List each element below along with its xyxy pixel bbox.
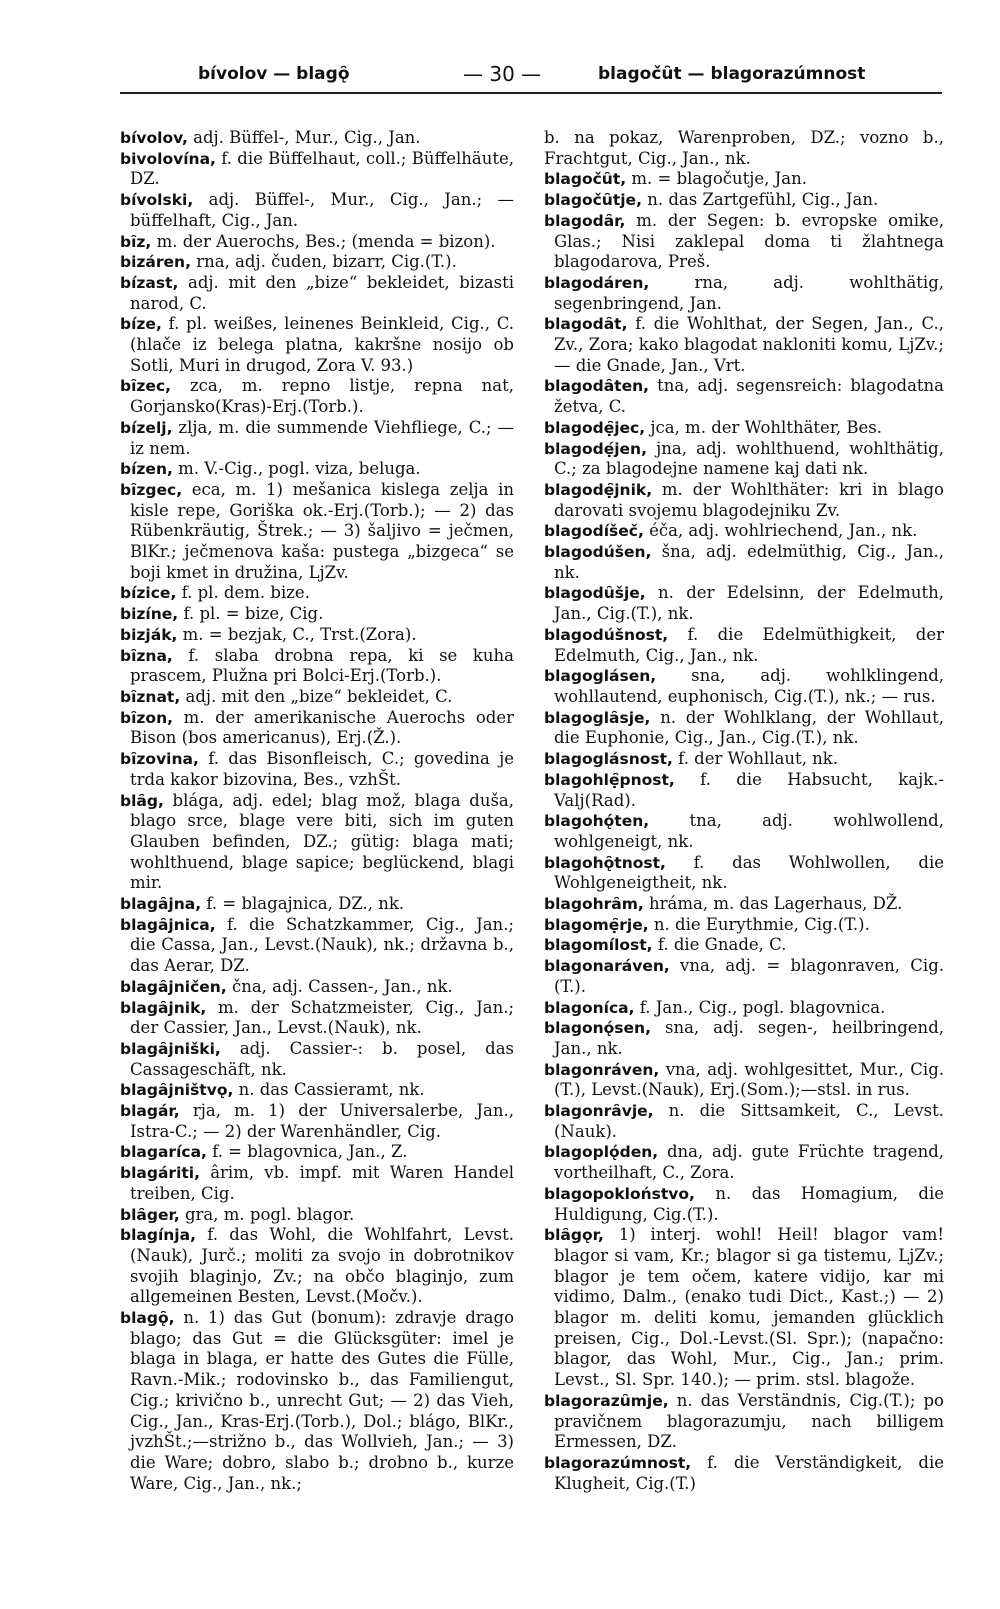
entry-headword: blagonaráven, — [544, 957, 670, 976]
entry-headword: blagȃjnik, — [120, 998, 207, 1017]
dictionary-entry — [544, 915, 944, 936]
entry-headword: blagodȃr, — [544, 211, 626, 230]
entry-definition: f. = blagajnica, DZ., nk. — [206, 894, 405, 914]
entry-definition: b. na pokaz, Warenproben, DZ.; vozno b., Frachtgut, Cig., Jan., nk. — [544, 128, 944, 168]
entry-headword: blagoglásnost, — [544, 750, 673, 769]
dictionary-entry — [544, 935, 944, 956]
entry-definition: n. die Eurythmie, Cig.(T.). — [653, 914, 870, 934]
entry-definition: jna, adj. wohlthuend, wohlthätig, C.; za blagodejne namene kaj dati nk. — [554, 438, 944, 479]
dictionary-entry — [544, 542, 944, 583]
dictionary-entry — [120, 1205, 514, 1226]
entry-definition: f. die Wohlthat, der Segen, Jan., C., Zv., Zora; kako blagodat nakloniti komu, LjZv.; — die Gnade, Jan., Vrt. — [554, 314, 945, 375]
dictionary-entry — [544, 169, 944, 190]
dictionary-entry — [120, 1080, 514, 1101]
entry-definition: n. das Cassieramt, nk. — [238, 1080, 425, 1100]
dictionary-entry — [544, 749, 944, 770]
entry-definition: f. slaba drobna repa, ki se kuha prascem, Plužna pri Bolci-Erj.(Torb.). — [130, 645, 514, 686]
entry-headword: blagodȃt, — [544, 315, 628, 334]
entry-definition: m. = blagočutje, Jan. — [631, 169, 807, 189]
dictionary-entry — [120, 1039, 514, 1080]
entry-definition: f. der Wohllaut, nk. — [678, 749, 839, 769]
entry-headword: blagoníca, — [544, 998, 635, 1017]
entry-headword: bíze, — [120, 315, 162, 334]
entry-headword: bízelj, — [120, 418, 173, 437]
dictionary-entry — [120, 625, 514, 646]
dictionary-entry — [120, 1163, 514, 1204]
entry-headword: blagohǫ́ten, — [544, 812, 650, 831]
header-rule — [120, 92, 942, 94]
dictionary-entry — [544, 583, 944, 624]
entry-headword: blagodáren, — [544, 273, 650, 292]
entry-definition: f. die Schatzkammer, Cig., Jan.; die Cassa, Jan., Levst.(Nauk), nk.; državna b., das Aerar, DZ. — [130, 914, 514, 976]
entry-definition: tna, adj. wohlwollend, wohlgeneigt, nk. — [554, 811, 944, 851]
dictionary-entry — [544, 418, 944, 439]
entry-headword: blagǫ̑, — [120, 1309, 175, 1328]
entry-headword: bȋzna, — [120, 646, 173, 665]
dictionary-entry — [120, 1225, 514, 1308]
entry-headword: blagohrȃm, — [544, 895, 644, 914]
entry-definition: 1) interj. wohl! Heil! blagor vam! blagor si vam, Kr.; blagor si ga tistemu, LjZv.; blagor je tem očem, katere vidijo, kar mi vidimo, Dalm., (enako tudi Dict., Kast.;) — 2) blagor m. deliti komu, jemanden glücklich preisen, Cig., Dol.-Levst.(Sl. Spr.); (napačno: blagor, das Wohl, Mur., Cig., Jan.; prim. Levst., Sl. Spr. 140.); — prim. stsl. blagože. — [554, 1225, 944, 1390]
dictionary-entry — [544, 211, 944, 273]
entry-headword: blagodẹ́jen, — [544, 439, 647, 458]
dictionary-entry — [544, 376, 944, 417]
entry-definition: vna, adj. wohlgesittet, Mur., Cig.(T.), Levst.(Nauk), Erj.(Som.);—stsl. in rus. — [554, 1059, 944, 1100]
entry-definition: f. pl. = bize, Cig. — [183, 604, 324, 624]
entry-headword: blagorazȗmje, — [544, 1391, 669, 1410]
entry-headword: blagočȗt, — [544, 170, 627, 189]
entry-definition: rna, adj. wohlthätig, segenbringend, Jan. — [554, 272, 945, 313]
entry-headword: bȋz, — [120, 232, 152, 251]
entry-definition: f. die Gnade, C. — [657, 935, 787, 955]
entry-definition: n. die Sittsamkeit, C., Levst.(Nauk). — [554, 1101, 945, 1141]
entry-headword: blagohlẹ̑pnost, — [544, 770, 675, 789]
entry-definition: f. die Büffelhaut, coll.; Büffelhäute, DZ. — [130, 148, 515, 189]
entry-definition: zlja, m. die summende Viehfliege, C.; — iz nem. — [130, 417, 514, 458]
entry-definition: éča, adj. wohlriechend, Jan., nk. — [649, 521, 918, 541]
entry-definition: n. 1) das Gut (bonum): zdravje drago blago; das Gut = die Glücksgüter: imel je blaga in blaga, er hatte des Gutes die Fülle, Ravn.-Mik.; rodovinsko b., das Familiengut, Cig.; krivično b., unrecht Gut; — 2) das Vieh, Cig., Jan., Kras-Erj.(Torb.), Dol.; blágo, BlKr., jvzhŠt.;—strižno b., das Wollvieh, Jan.; — 3) die Ware; dobro, slabo b.; drobno b., kurze Ware, Cig., Jan., nk.; — [130, 1308, 515, 1493]
entry-definition: jca, m. der Wohlthäter, Bes. — [650, 417, 882, 437]
dictionary-entry — [544, 128, 944, 169]
entry-definition: sna, adj. segen-, heilbringend, Jan., nk. — [554, 1018, 944, 1058]
entry-headword: blagomẹ̑rje, — [544, 915, 649, 934]
dictionary-entry — [120, 998, 514, 1039]
dictionary-entry — [544, 853, 944, 894]
entry-definition: sna, adj. wohlklingend, wohllautend, euphonisch, Cig.(T.), nk.; — rus. — [554, 666, 945, 706]
dictionary-entry — [120, 314, 514, 376]
dictionary-entry — [120, 149, 514, 190]
entry-headword: blagoglȃsje, — [544, 708, 651, 727]
dictionary-entry — [120, 376, 514, 417]
entry-headword: blagodúšnost, — [544, 625, 669, 644]
entry-headword: blȃg, — [120, 791, 164, 810]
entry-headword: blagoplǫ́den, — [544, 1143, 659, 1162]
dictionary-entry — [544, 1018, 944, 1059]
dictionary-entry — [120, 128, 514, 149]
entry-headword: blagopokloństvo, — [544, 1184, 695, 1203]
dictionary-entry — [544, 894, 944, 915]
entry-definition: adj. mit den „bize“ bekleidet, bizasti narod, C. — [130, 272, 514, 313]
dictionary-entry — [120, 252, 514, 273]
right-column — [544, 128, 944, 1494]
entry-definition: m. der Wohlthäter: kri in blago darovati svojemu blagodejniku Zv. — [554, 479, 944, 520]
entry-headword: blagonráven, — [544, 1060, 660, 1079]
entry-definition: f. die Habsucht, kajk.-Valj(Rad). — [554, 769, 945, 810]
dictionary-entry — [120, 646, 514, 687]
dictionary-entry — [544, 1184, 944, 1225]
dictionary-entry — [544, 190, 944, 211]
dictionary-entry — [120, 583, 514, 604]
page-number: — 30 — — [463, 62, 542, 86]
entry-definition: adj. Büffel-, Mur., Cig., Jan. — [193, 128, 421, 147]
entry-headword: bívolski, — [120, 191, 194, 210]
entry-headword: bízast, — [120, 273, 179, 292]
dictionary-entry — [544, 666, 944, 707]
entry-headword: blagȃjništvǫ, — [120, 1081, 234, 1100]
entry-headword: blagodẹ̑jnik, — [544, 480, 653, 499]
entry-definition: m. der Schatzmeister, Cig., Jan.; der Cassier, Jan., Levst.(Nauk), nk. — [130, 997, 514, 1038]
entry-headword: bȋzec, — [120, 377, 172, 396]
entry-definition: f. das Wohl, die Wohlfahrt, Levst.(Nauk), Jurč.; moliti za svojo in dobrotnikov svojih blaginjo, Zv.; na občo blaginjo, zum allgemeinen Besten, Levst.(Močv.). — [130, 1225, 514, 1307]
entry-definition: ârim, vb. impf. mit Waren Handel treiben, Cig. — [130, 1163, 514, 1203]
dictionary-entry — [120, 749, 514, 790]
dictionary-entry — [120, 418, 514, 459]
dictionary-entry — [120, 894, 514, 915]
entry-headword: blagodȃten, — [544, 377, 650, 396]
dictionary-entry — [120, 791, 514, 895]
entry-definition: m. der Segen: b. evropske omike, Glas.; Nisi zaklepal doma ti žlahtnega blagodarova, Preš. — [554, 210, 944, 272]
dictionary-entry — [120, 604, 514, 625]
entry-definition: adj. Cassier-: b. posel, das Cassageschäft, nk. — [130, 1038, 515, 1079]
entry-headword: bȋzovina, — [120, 750, 199, 769]
dictionary-entry — [544, 956, 944, 997]
entry-definition: f. pl. weißes, leinenes Beinkleid, Cig., C. (hlače iz belega platna, kakršne nosijo ob Sotli, Muri in drugod, Zora V. 93.) — [130, 314, 514, 375]
entry-headword: bízice, — [120, 584, 177, 603]
dictionary-entry — [544, 480, 944, 521]
entry-headword: blagáriti, — [120, 1164, 200, 1183]
entry-definition: f. das Bisonfleisch, C.; govedina je trda kakor bizovina, Bes., vzhŠt. — [130, 749, 514, 789]
dictionary-entry — [544, 1225, 944, 1391]
dictionary-entry — [120, 273, 514, 314]
entry-headword: blagár, — [120, 1102, 180, 1121]
entry-definition: rna, adj. čuden, bizarr, Cig.(T.). — [196, 252, 457, 272]
entry-definition: m. = bezjak, C., Trst.(Zora). — [182, 624, 417, 644]
entry-definition: eca, m. 1) mešanica kislega zelja in kisle repe, Goriška ok.-Erj.(Torb.); — 2) das Rübenkräutig, Štrek.; — 3) šaljivo = ječmen, BlKr.; ječmenova kaša: pustega „bizgeca“ se boji kmet in družina, LjZv. — [130, 479, 514, 582]
entry-definition: n. das Zartgefühl, Cig., Jan. — [647, 190, 879, 210]
dictionary-entry — [544, 811, 944, 852]
entry-headword: blȃgǫr, — [544, 1226, 604, 1245]
entry-headword: blagodẹ̑jec, — [544, 418, 646, 437]
left-column — [120, 128, 514, 1494]
dictionary-entry — [544, 1142, 944, 1183]
entry-headword: bȋznat, — [120, 687, 181, 706]
entry-definition: čna, adj. Cassen-, Jan., nk. — [231, 976, 453, 996]
dictionary-entry — [120, 459, 514, 480]
dictionary-entry — [120, 480, 514, 584]
dictionary-entry — [544, 625, 944, 666]
entry-headword: bízen, — [120, 460, 173, 479]
dictionary-entry — [544, 314, 944, 376]
entry-headword: blagodúšen, — [544, 543, 652, 562]
entry-definition: rja, m. 1) der Universalerbe, Jan., Istra-C.; — 2) der Warenhändler, Cig. — [130, 1101, 514, 1141]
entry-definition: šna, adj. edelmüthig, Cig., Jan., nk. — [554, 542, 944, 582]
entry-definition: m. der amerikanische Auerochs oder Bison (bos americanus), Erj.(Ž.). — [130, 707, 514, 748]
dictionary-entry — [544, 1101, 944, 1142]
entry-headword: blagȃjnica, — [120, 915, 216, 934]
running-head-left: bívolov — blagǫ̑ — [198, 64, 350, 84]
entry-headword: blagočȗtje, — [544, 191, 642, 210]
dictionary-entry — [120, 687, 514, 708]
entry-definition: f. pl. dem. bize. — [181, 583, 310, 603]
dictionary-entry — [544, 1453, 944, 1494]
entry-headword: blagodíšeč, — [544, 522, 644, 541]
dictionary-entry — [544, 708, 944, 749]
entry-definition: n. das Homagium, die Huldigung, Cig.(T.). — [554, 1183, 944, 1224]
entry-headword: blagonrȃvje, — [544, 1102, 654, 1121]
entry-headword: bȋzon, — [120, 708, 174, 727]
entry-definition: m. der Auerochs, Bes.; (menda = bizon). — [156, 231, 496, 251]
entry-definition: f. die Edelmüthigkeit, der Edelmuth, Cig., Jan., nk. — [554, 624, 944, 665]
entry-headword: blagȃjničen, — [120, 977, 227, 996]
entry-definition: n. das Verständnis, Cig.(T.); po pravičnem blagorazumju, nach billigem Ermessen, DZ. — [554, 1390, 944, 1452]
entry-headword: bizják, — [120, 625, 178, 644]
dictionary-entry — [120, 1101, 514, 1142]
dictionary-entry — [120, 977, 514, 998]
entry-headword: bívolov, — [120, 129, 188, 147]
entry-definition: vna, adj. = blagonraven, Cig.(T.). — [554, 956, 944, 996]
page-header — [120, 58, 940, 92]
entry-headword: blagoglásen, — [544, 667, 657, 686]
dictionary-entry — [544, 521, 944, 542]
entry-definition: adj. Büffel-, Mur., Cig., Jan.; — büffelhaft, Cig., Jan. — [130, 190, 515, 230]
dictionary-entry — [544, 998, 944, 1019]
entry-headword: bizáren, — [120, 253, 191, 272]
dictionary-entry — [544, 1060, 944, 1101]
entry-headword: blȃger, — [120, 1205, 180, 1224]
entry-definition: f. = blagovnica, Jan., Z. — [212, 1142, 408, 1162]
entry-definition: gra, m. pogl. blagor. — [184, 1204, 355, 1224]
entry-headword: blagorazúmnost, — [544, 1454, 692, 1472]
dictionary-entry — [120, 232, 514, 253]
entry-definition: m. V.-Cig., pogl. viza, beluga. — [178, 459, 421, 479]
dictionary-entry — [544, 439, 944, 480]
dictionary-entry — [120, 1308, 514, 1494]
entry-headword: blagaríca, — [120, 1143, 207, 1162]
entry-headword: bȋzgec, — [120, 480, 183, 499]
entry-definition: dna, adj. gute Früchte tragend, vortheilhaft, C., Zora. — [554, 1142, 945, 1183]
running-head-right: blagočȗt — blagorazúmnost — [598, 64, 866, 84]
entry-headword: blagodȗšje, — [544, 584, 646, 603]
entry-headword: blagonǫ́sen, — [544, 1019, 651, 1038]
entry-definition: f. das Wohlwollen, die Wohlgeneigtheit, nk. — [554, 852, 944, 893]
dictionary-entry — [120, 190, 514, 231]
entry-headword: blagínja, — [120, 1226, 196, 1245]
entry-definition: f. Jan., Cig., pogl. blagovnica. — [639, 997, 886, 1017]
entry-definition: tna, adj. segensreich: blagodatna žetva, C. — [554, 376, 945, 417]
dictionary-entry — [120, 915, 514, 977]
entry-definition: blága, adj. edel; blag mož, blaga duša, blago srce, blage vere biti, sich im guten Glauben befinden, DZ.; gütig: blaga mati; wohlthuend, blage sapice; beglückend, blagi mir. — [130, 790, 514, 893]
entry-headword: blagomílost, — [544, 936, 653, 955]
entry-headword: bizíne, — [120, 605, 179, 624]
entry-definition: adj. mit den „bize“ bekleidet, C. — [185, 686, 453, 706]
dictionary-entry — [544, 273, 944, 314]
dictionary-entry — [544, 1391, 944, 1453]
entry-headword: blagohǫ̑tnost, — [544, 853, 666, 872]
dictionary-entry — [120, 1142, 514, 1163]
entry-definition: hráma, m. das Lagerhaus, DŽ. — [649, 894, 903, 914]
entry-headword: bivolovína, — [120, 149, 216, 168]
entry-definition: f. die Verständigkeit, die Klugheit, Cig.(T.) — [554, 1453, 945, 1493]
entry-definition: n. der Edelsinn, der Edelmuth, Jan., Cig.(T.), nk. — [554, 583, 944, 624]
entry-headword: blagȃjniški, — [120, 1039, 221, 1058]
dictionary-entry — [120, 708, 514, 749]
entry-headword: blagȃjna, — [120, 895, 202, 914]
dictionary-entry — [544, 770, 944, 811]
entry-definition: n. der Wohlklang, der Wohllaut, die Euphonie, Cig., Jan., Cig.(T.), nk. — [554, 707, 945, 748]
entry-definition: zca, m. repno listje, repna nat, Gorjansko(Kras)-Erj.(Torb.). — [130, 376, 515, 417]
